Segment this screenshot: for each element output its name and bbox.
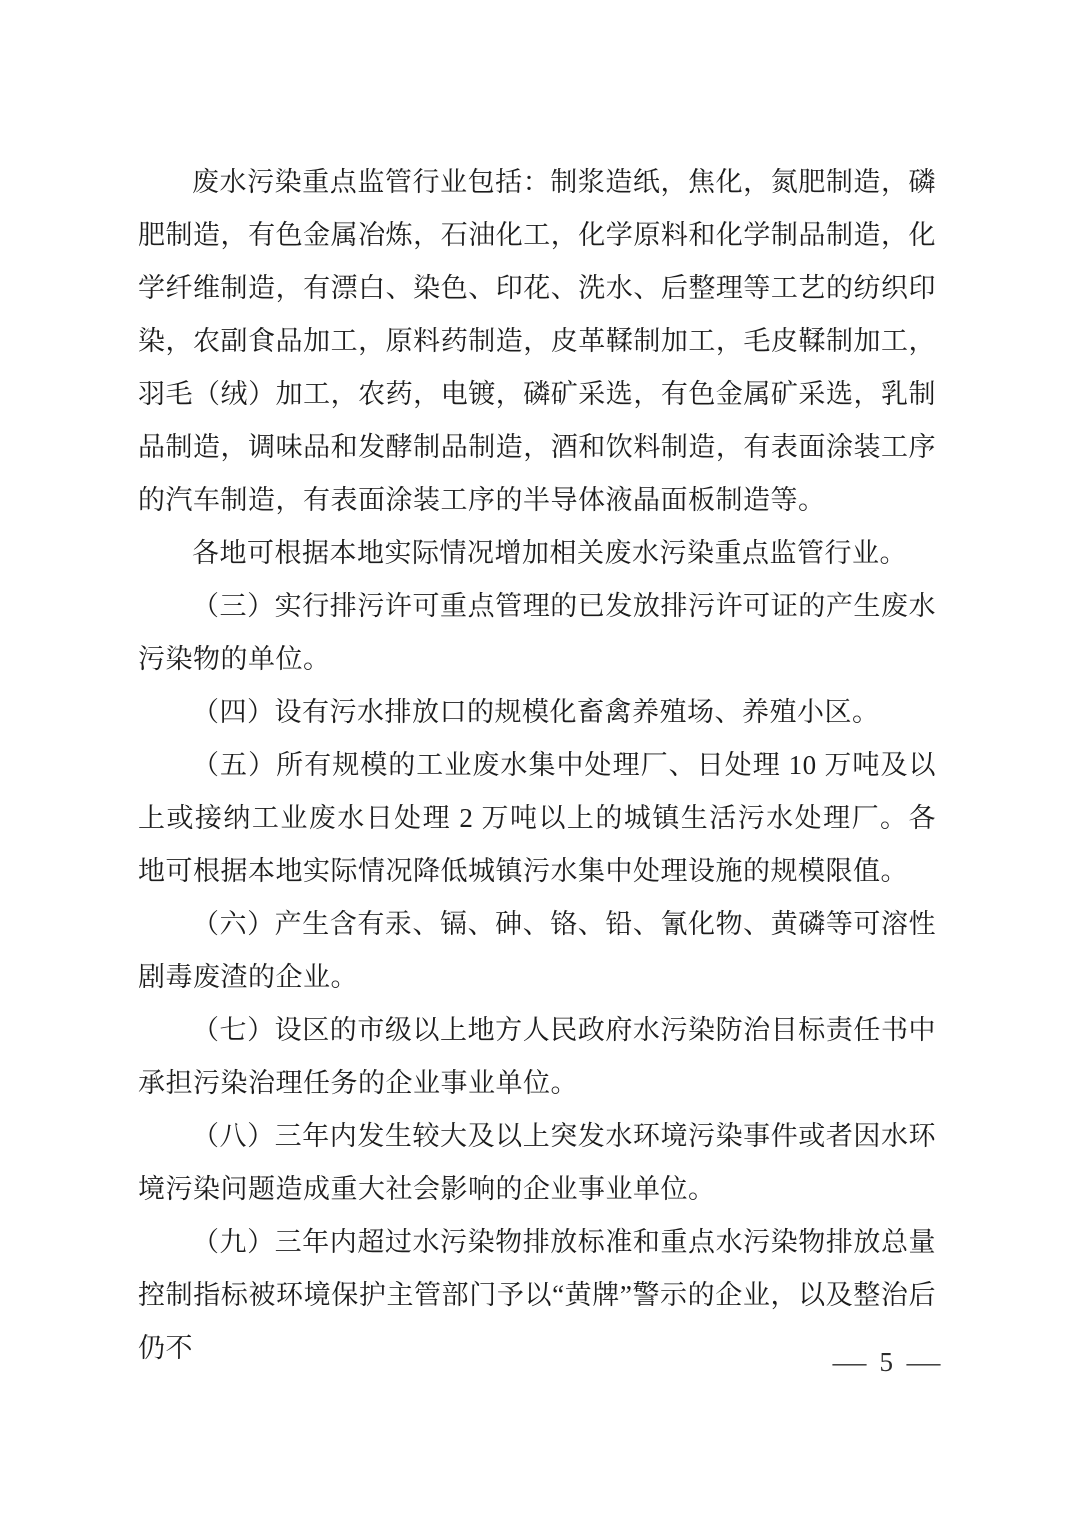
paragraph-item-8: （八）三年内发生较大及以上突发水环境污染事件或者因水环境污染问题造成重大社会影响的企业事业单位。 — [138, 1121, 936, 1204]
paragraph-local-additions: 各地可根据本地实际情况增加相关废水污染重点监管行业。 — [192, 538, 907, 568]
paragraph-item-7: （七）设区的市级以上地方人民政府水污染防治目标责任书中承担污染治理任务的企业事业单位。 — [138, 1015, 936, 1098]
footer-left-dash: — — [832, 1347, 866, 1377]
paragraph-item-5: （五）所有规模的工业废水集中处理厂、日处理 10 万吨及以上或接纳工业废水日处理 2 万吨以上的城镇生活污水处理厂。各地可根据本地实际情况降低城镇污水集中处理设施的规模限值。 — [138, 750, 936, 886]
paragraph-item-6: （六）产生含有汞、镉、砷、铬、铅、氰化物、黄磷等可溶性剧毒废渣的企业。 — [138, 909, 936, 992]
paragraph-item-4: （四）设有污水排放口的规模化畜禽养殖场、养殖小区。 — [192, 697, 880, 727]
page-footer — [832, 1347, 941, 1377]
paragraph-item-3: （三）实行排污许可重点管理的已发放排污许可证的产生废水污染物的单位。 — [138, 591, 936, 674]
page-number: 5 — [879, 1347, 893, 1377]
document-body — [138, 156, 936, 1375]
footer-right-dash: — — [906, 1347, 941, 1377]
paragraph-item-9: （九）三年内超过水污染物排放标准和重点水污染物排放总量控制指标被环境保护主管部门予以“黄牌”警示的企业，以及整治后仍不 — [138, 1227, 936, 1363]
paragraph-wastewater-industries: 废水污染重点监管行业包括：制浆造纸，焦化，氮肥制造，磷肥制造，有色金属冶炼，石油化工，化学原料和化学制品制造，化学纤维制造，有漂白、染色、印花、洗水、后整理等工艺的纺织印染，农副食品加工，原料药制造，皮革鞣制加工，毛皮鞣制加工，羽毛（绒）加工，农药，电镀，磷矿采选，有色金属矿采选，乳制品制造，调味品和发酵制品制造，酒和饮料制造，有表面涂装工序的汽车制造，有表面涂装工序的半导体液晶面板制造等。 — [138, 167, 936, 515]
